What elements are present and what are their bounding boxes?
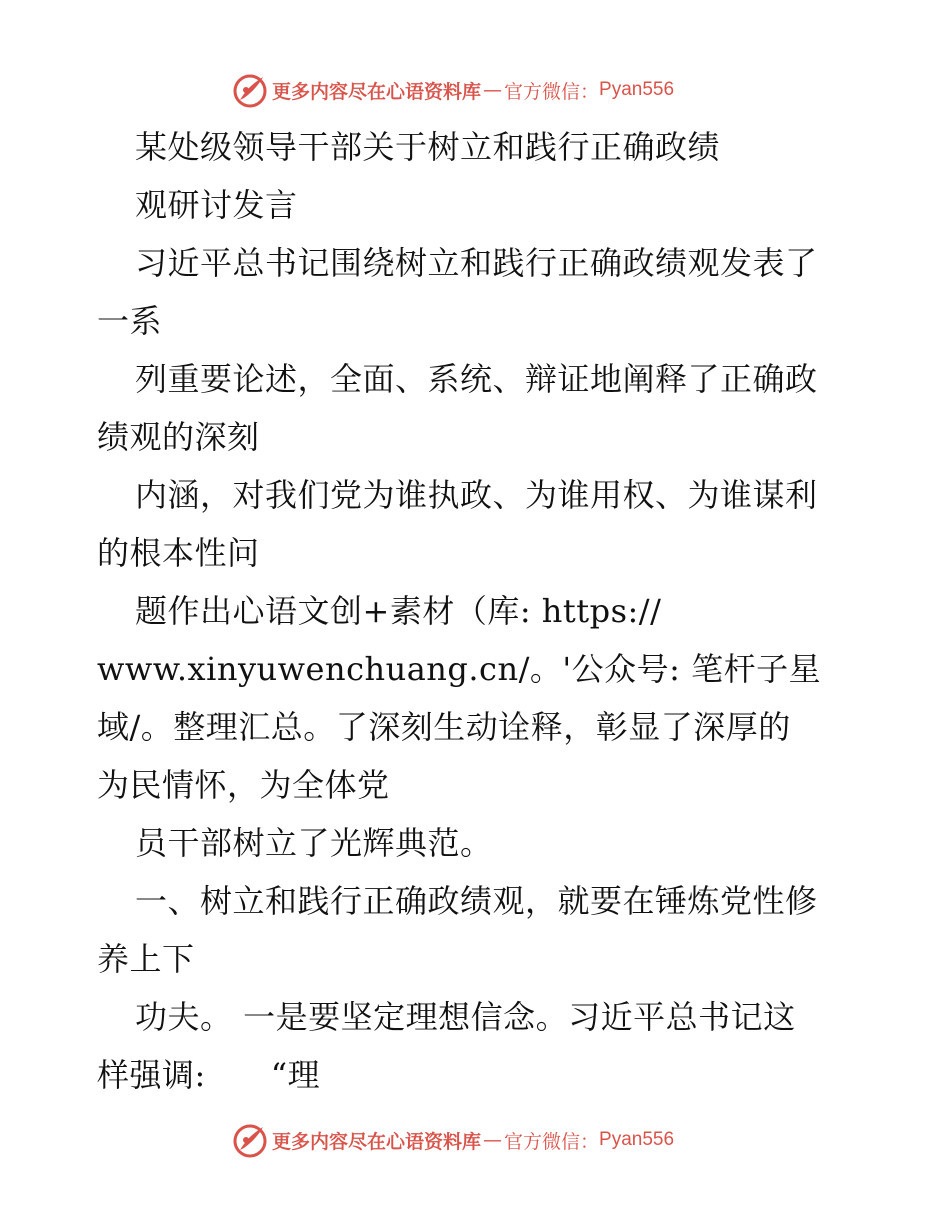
footer-banner xyxy=(232,1120,674,1160)
text-line: 列重要论述，全面、系统、辩证地阐释了正确政 xyxy=(135,360,818,398)
text-line: www.xinyuwenchuang.cn/。'公众号: 笔杆子星 xyxy=(97,650,822,688)
quill-logo-icon xyxy=(232,1122,268,1158)
title-line-2: 观研讨发言 xyxy=(135,186,298,224)
text-line: 域/。整理汇总。了深刻生动诠释，彰显了深厚的 xyxy=(97,708,791,746)
banner-slogan: 更多内容尽在心语资料库 xyxy=(272,80,482,103)
banner-dash: — xyxy=(483,1129,503,1151)
text-line: 样强调: “理 xyxy=(97,1056,321,1094)
quill-logo-icon xyxy=(232,72,268,108)
text-line: 一系 xyxy=(97,302,163,340)
banner-dash: — xyxy=(483,79,503,101)
text-line: 绩观的深刻 xyxy=(97,418,260,456)
text-line: 为民情怀，为全体党 xyxy=(97,766,390,804)
text-line: 习近平总书记围绕树立和践行正确政绩观发表了 xyxy=(135,244,818,282)
section-heading-line: 一、树立和践行正确政绩观，就要在锤炼党性修 xyxy=(135,882,818,920)
document-body xyxy=(97,118,867,1104)
text-line: 题作出心语文创+素材（库: https:// xyxy=(135,592,662,630)
text-line: 内涵，对我们党为谁执政、为谁用权、为谁谋利 xyxy=(135,476,818,514)
banner-contact-id: Pyan556 xyxy=(599,1129,675,1150)
header-banner xyxy=(232,70,674,110)
banner-contact-label: 官方微信： xyxy=(504,80,600,103)
banner-contact-id: Pyan556 xyxy=(599,79,675,100)
text-line: 员干部树立了光辉典范。 xyxy=(135,824,493,862)
text-line: 功夫。 一是要坚定理想信念。习近平总书记这 xyxy=(135,998,796,1036)
section-heading-line: 养上下 xyxy=(97,940,195,978)
banner-slogan: 更多内容尽在心语资料库 xyxy=(272,1130,482,1153)
text-line: 的根本性问 xyxy=(97,534,260,572)
title-line-1: 某处级领导干部关于树立和践行正确政绩 xyxy=(135,128,721,166)
banner-contact-label: 官方微信： xyxy=(504,1130,600,1153)
